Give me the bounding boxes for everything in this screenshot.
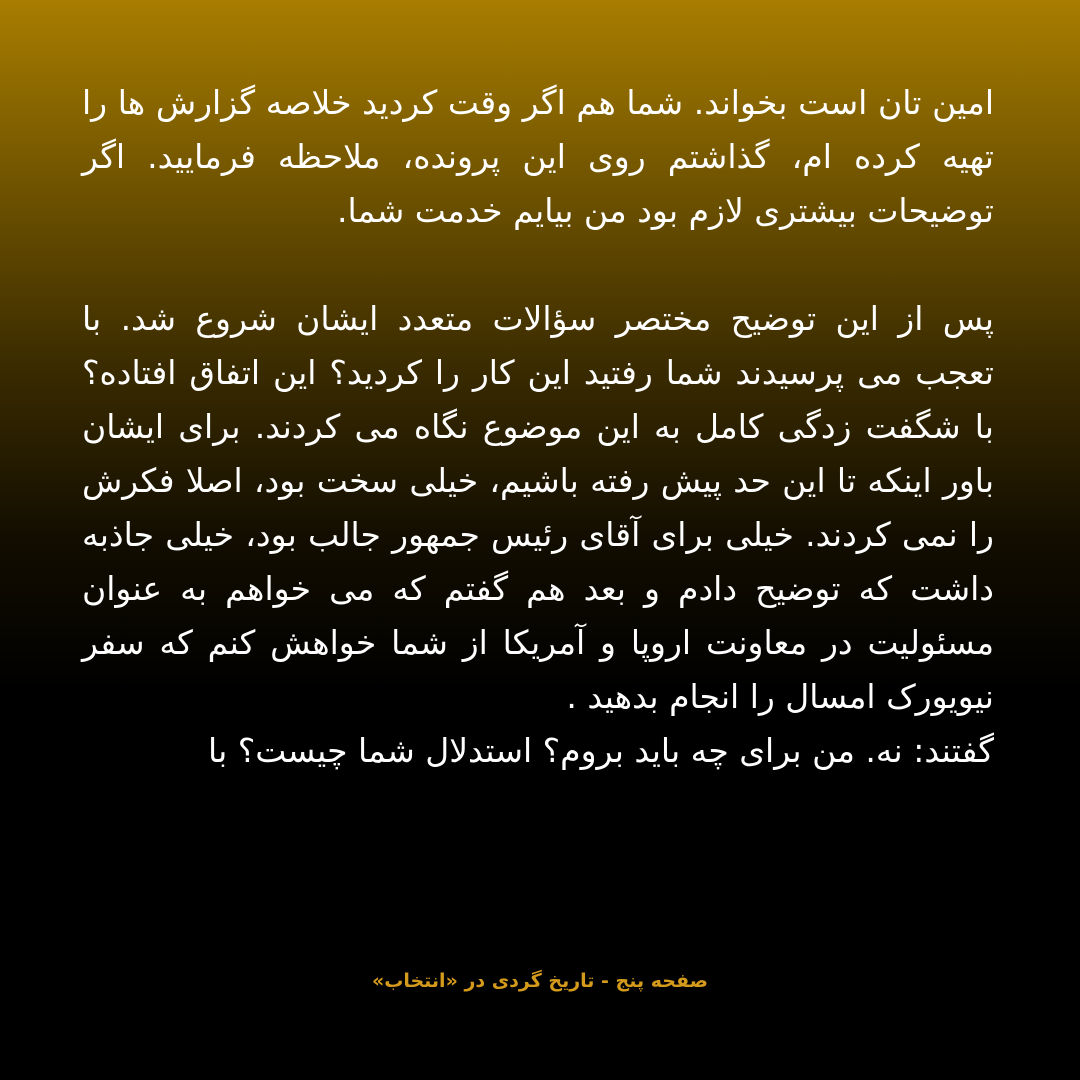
- paragraph-1: امین تان است بخواند. شما هم اگر وقت کردید خلاصه گزارش ها را تهیه کرده ام، گذاشتم روی این پرونده، ملاحظه فرمایید. اگر توضیحات بیشتری لازم بود من بیایم خدمت شما.: [82, 83, 994, 230]
- paragraph-3: گفتند: نه. من برای چه باید بروم؟ استدلال شما چیست؟ با: [208, 731, 994, 770]
- page-footer-caption: صفحه پنج - تاریخ گردی در «انتخاب»: [371, 970, 709, 992]
- article-body: [82, 76, 994, 778]
- paragraph-2: پس از این توضیح مختصر سؤالات متعدد ایشان شروع شد. با تعجب می پرسیدند شما رفتید این کار را کردید؟ این اتفاق افتاده؟ با شگفت زدگی کامل به این موضوع نگاه می کردند. برای ایشان باور اینکه تا این حد پیش رفته باشیم، خیلی سخت بود، اصلا فکرش را نمی کردند. خیلی برای آقای رئیس جمهور جالب بود، خیلی جاذبه داشت که توضیح دادم و بعد هم گفتم که می خواهم به عنوان مسئولیت در معاونت اروپا و آمریکا از شما خواهش کنم که سفر نیویورک امسال را انجام بدهید .: [82, 299, 994, 716]
